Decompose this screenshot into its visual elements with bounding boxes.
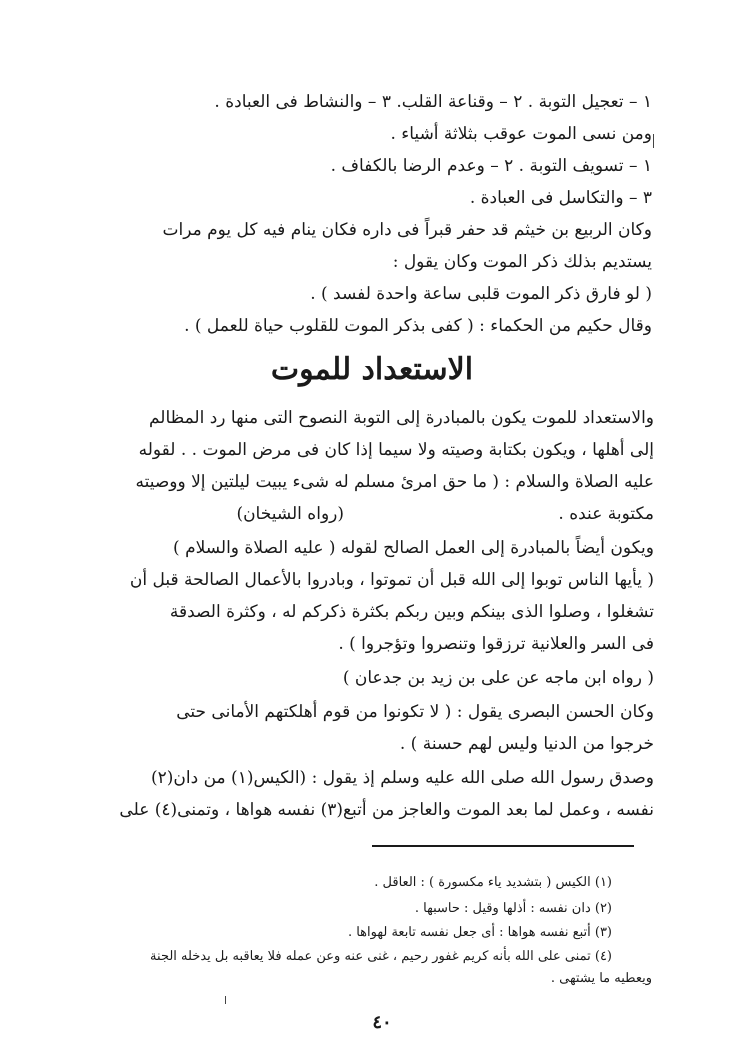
text-line: إلى أهلها ، ويكون بكتابة وصيته ولا سيما إذا كان فى مرض الموت . . لقوله: [138, 440, 654, 460]
text-line: تشغلوا ، وصلوا الذى بينكم وبين ربكم بكثرة ذكركم له ، وكثرة الصدقة: [169, 602, 654, 622]
footnote: (٣) أتبع نفسه هواها : أى جعل نفسه تابعة لهواها .: [347, 925, 612, 940]
text-line: والاستعداد للموت يكون بالمبادرة إلى التوبة النصوح التى منها رد المظالم: [148, 408, 654, 428]
section-title: الاستعداد للموت: [270, 352, 474, 387]
footnote: ويعطيه ما يشتهى .: [550, 971, 652, 986]
citation: (رواه الشيخان): [236, 504, 344, 524]
text-line: ومن نسى الموت عوقب بثلاثة أشياء .: [390, 124, 652, 144]
text-line: فى السر والعلانية ترزقوا وتنصروا وتؤجروا ) .: [338, 634, 654, 654]
footnote: (٤) تمنى على الله بأنه كريم غفور رحيم ، غنى عنه وعن عمله فلا يعاقبه بل يدخله الجنة: [150, 949, 612, 964]
citation: ( رواه ابن ماجه عن على بن زيد بن جدعان ): [342, 668, 654, 688]
text-line: وكان الربيع بن خيثم قد حفر قبراً فى داره فكان ينام فيه كل يوم مرات: [162, 220, 652, 240]
scan-mark: [225, 996, 226, 1004]
text-line: ١ – تسويف التوبة . ٢ – وعدم الرضا بالكفاف .: [330, 156, 652, 176]
text-line: ٣ – والتكاسل فى العبادة .: [469, 188, 652, 208]
text-line: ( يأيها الناس توبوا إلى الله قبل أن تموتوا ، وبادروا بالأعمال الصالحة قبل أن: [129, 570, 654, 590]
footnote: (٢) دان نفسه : أذلها وقيل : حاسبها .: [414, 901, 612, 916]
text-line: ( لو فارق ذكر الموت قلبى ساعة واحدة لفسد ) .: [310, 284, 652, 304]
footnote-divider: [372, 845, 634, 847]
text-line: مكتوبة عنده .: [558, 504, 654, 524]
page-number: ٤٠: [372, 1012, 392, 1033]
text-line: ١ – تعجيل التوبة . ٢ – وقناعة القلب. ٣ – والنشاط فى العبادة .: [214, 92, 652, 112]
text-line: يستديم بذلك ذكر الموت وكان يقول :: [392, 252, 652, 272]
text-line: ويكون أيضاً بالمبادرة إلى العمل الصالح لقوله ( عليه الصلاة والسلام ): [173, 538, 654, 558]
text-line: وقال حكيم من الحكماء : ( كفى بذكر الموت للقلوب حياة للعمل ) .: [184, 316, 652, 336]
footnote: (١) الكيس ( بتشديد ياء مكسورة ) : العاقل .: [374, 875, 612, 890]
text-line: عليه الصلاة والسلام : ( ما حق امرئ مسلم له شىء يبيت ليلتين إلا ووصيته: [135, 472, 654, 492]
text-line: نفسه ، وعمل لما بعد الموت والعاجز من أتبع(٣) نفسه هواها ، وتمنى(٤) على: [119, 800, 654, 820]
scan-mark: [653, 134, 654, 148]
text-line: خرجوا من الدنيا وليس لهم حسنة ) .: [399, 734, 654, 754]
text-line: وكان الحسن البصرى يقول : ( لا تكونوا من قوم أهلكتهم الأمانى حتى: [176, 702, 654, 722]
text-line: وصدق رسول الله صلى الله عليه وسلم إذ يقول : (الكيس(١) من دان(٢): [151, 768, 654, 788]
